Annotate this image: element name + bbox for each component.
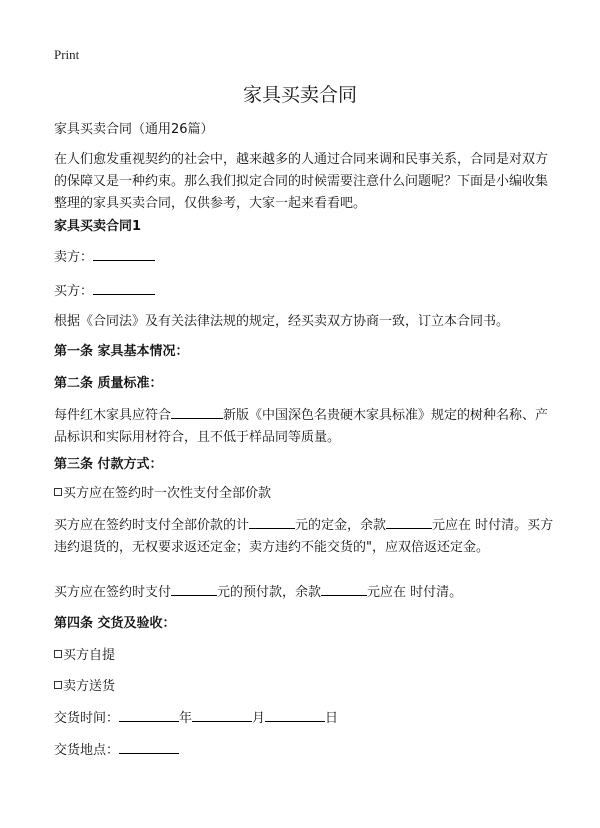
month-label: 月 — [252, 711, 266, 726]
seller-line — [54, 246, 554, 269]
quality-blank[interactable] — [171, 404, 223, 419]
buyer-label: 买方： — [54, 284, 94, 299]
article-1-heading: 第一条 家具基本情况： — [54, 344, 189, 359]
delivery-day-blank[interactable] — [265, 707, 325, 722]
prepayment-amount-blank[interactable] — [171, 581, 217, 596]
balance-amount-blank[interactable] — [386, 514, 432, 529]
delivery-option-2 — [54, 676, 554, 698]
payment-3-text-a: 买方应在签约时支付 — [54, 585, 172, 600]
intro-paragraph: 在人们愈发重视契约的社会中，越来越多的人通过合同来调和民事关系，合同是对双方的保障又是一种约束。那么我们拟定合同的时候需要注意什么问题呢？下面是小编收集整理的家具买卖合同，仅供参考，大家一起来看看吧。 — [54, 152, 549, 211]
remaining-amount-blank[interactable] — [321, 581, 367, 596]
delivery-place-label: 交货地点： — [54, 743, 120, 758]
article-4-heading: 第四条 交货及验收： — [54, 616, 176, 631]
delivery-year-blank[interactable] — [119, 707, 179, 722]
payment-option-1-label: 买方应在签约时一次性支付全部价款 — [63, 486, 272, 501]
preamble-paragraph: 根据《合同法》及有关法律法规的规定，经买卖双方协商一致，订立本合同书。 — [54, 314, 510, 329]
article-2-heading: 第二条 质量标准： — [54, 376, 163, 391]
quality-text-a: 每件红木家具应符合 — [54, 408, 172, 423]
delivery-place-line — [54, 739, 554, 762]
deposit-amount-blank[interactable] — [249, 514, 295, 529]
payment-3-text-b: 元的预付款，余款 — [217, 585, 322, 600]
year-label: 年 — [179, 711, 193, 726]
delivery-option-1-label: 买方自提 — [63, 648, 116, 663]
checkbox-icon[interactable] — [54, 488, 62, 496]
article-3-heading: 第三条 付款方式： — [54, 457, 163, 472]
buyer-line — [54, 280, 554, 303]
payment-option-2 — [54, 514, 554, 559]
delivery-time-line — [54, 707, 554, 730]
delivery-month-blank[interactable] — [192, 707, 252, 722]
checkbox-icon[interactable] — [54, 650, 62, 658]
payment-2-text-c: 元应在 时付清。买方违约退货的，无权要求返还定金；卖方违约不能交货的"，应双倍返还定金。 — [54, 518, 554, 555]
delivery-option-2-label: 卖方送货 — [63, 679, 116, 694]
document-title: 家具买卖合同 — [242, 84, 357, 106]
delivery-place-blank[interactable] — [119, 739, 179, 754]
payment-option-1 — [54, 483, 554, 505]
delivery-time-label: 交货时间： — [54, 711, 120, 726]
quality-paragraph — [54, 404, 554, 449]
payment-2-text-b: 元的定金，余款 — [295, 518, 387, 533]
quality-text-b: 新版《中国深色名贵硬木家具标准》规定的树种名称、产品标识和实际用材符合，且不低于样品同等质量。 — [54, 408, 549, 445]
payment-option-3 — [54, 581, 554, 604]
document-subtitle: 家具买卖合同（通用26篇） — [54, 122, 214, 137]
payment-3-text-c: 元应在 时付清。 — [367, 585, 463, 600]
buyer-blank[interactable] — [93, 280, 155, 295]
payment-2-text-a: 买方应在签约时支付全部价款的计 — [54, 518, 250, 533]
seller-blank[interactable] — [93, 246, 155, 261]
delivery-option-1 — [54, 645, 554, 667]
checkbox-icon[interactable] — [54, 681, 62, 689]
seller-label: 卖方： — [54, 250, 94, 265]
day-label: 日 — [325, 711, 339, 726]
print-link[interactable]: Print — [54, 47, 80, 62]
contract-1-heading: 家具买卖合同1 — [54, 219, 142, 234]
